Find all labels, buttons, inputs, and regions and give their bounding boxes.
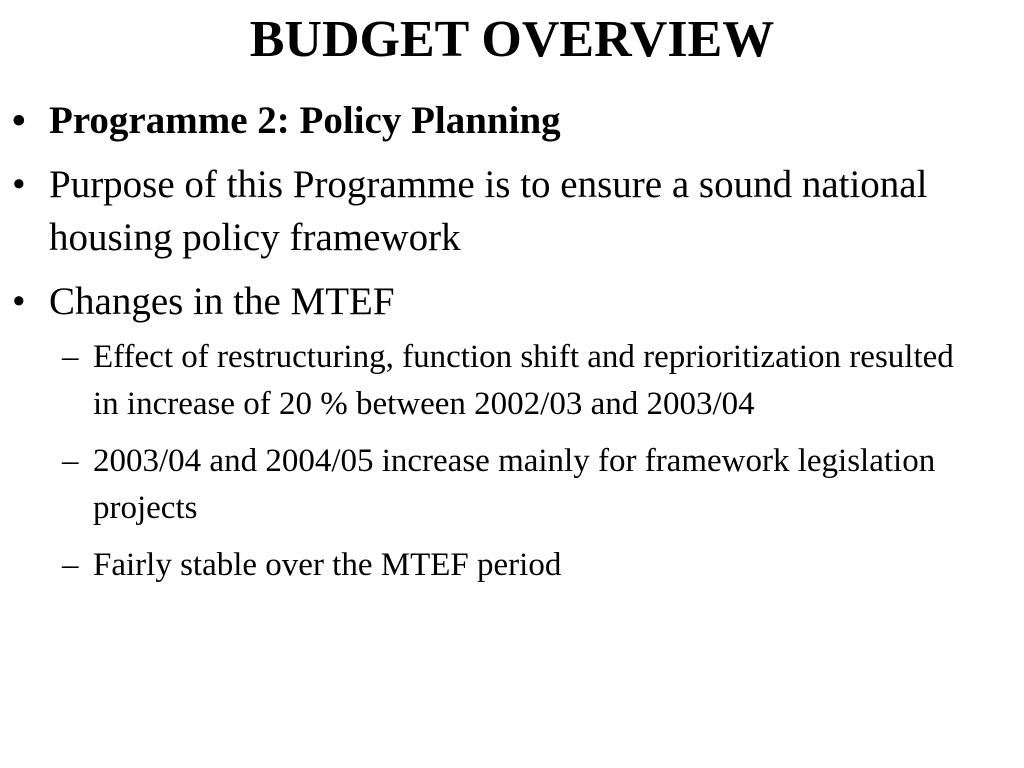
bullet-text: Purpose of this Programme is to ensure a sound national housing policy framework	[49, 163, 928, 259]
sub-bullet-list	[49, 334, 984, 589]
sub-bullet-legislation	[49, 438, 984, 532]
sub-bullet-marker: –	[62, 443, 79, 479]
bullet-list	[0, 94, 1024, 600]
sub-bullet-stable	[49, 542, 984, 589]
sub-bullet-text: Effect of restructuring, function shift and reprioritization resulted in increase of 20 % between 2002/03 and 2003/04	[93, 339, 954, 422]
sub-bullet-text: 2003/04 and 2004/05 increase mainly for framework legislation projects	[93, 443, 936, 526]
bullet-marker: •	[12, 99, 26, 142]
sub-bullet-marker: –	[62, 339, 79, 375]
sub-bullet-marker: –	[62, 547, 79, 583]
slide-title: BUDGET OVERVIEW	[249, 11, 775, 68]
bullet-programme-title	[0, 94, 1024, 147]
sub-bullet-text: Fairly stable over the MTEF period	[93, 547, 562, 583]
bullet-mtef-changes	[0, 275, 1024, 589]
bullet-text: Programme 2: Policy Planning	[49, 99, 561, 142]
bullet-text: Changes in the MTEF	[49, 280, 395, 323]
bullet-marker: •	[12, 280, 26, 323]
bullet-purpose	[0, 158, 1024, 264]
sub-bullet-restructuring	[49, 334, 984, 428]
bullet-marker: •	[12, 163, 26, 206]
